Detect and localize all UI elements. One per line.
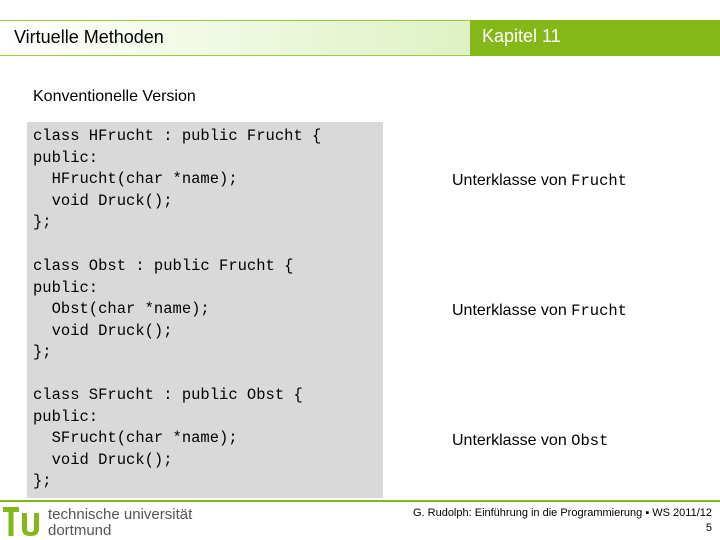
note-class-name: Frucht [571,302,627,320]
page-number: 5 [705,522,712,534]
note-hfrucht [452,172,627,190]
note-class-name: Frucht [571,172,627,190]
note-class-name: Obst [571,432,609,450]
slide-title: Virtuelle Methoden [14,27,164,47]
code-block-hfrucht: class HFrucht : public Frucht { public: HFrucht(char *name); void Druck(); }; [33,127,322,232]
note-sfrucht [452,432,608,450]
university-name [48,507,192,539]
code-block-sfrucht: class SFrucht : public Obst { public: SFrucht(char *name); void Druck(); }; [33,386,303,491]
footer-credit-block [413,506,712,536]
chapter-label: Kapitel 11 [482,26,561,46]
footer-credit: G. Rudolph: Einführung in die Programmierung ▪ WS 2011/12 [412,507,712,519]
note-text: Unterklasse von [452,432,572,449]
code-block-obst: class Obst : public Frucht { public: Obst(char *name); void Druck(); }; [33,257,294,362]
university-line1: technische universität [48,506,193,523]
university-line2: dortmund [48,522,112,539]
note-text: Unterklasse von [452,172,572,189]
tu-logo-icon [2,505,44,537]
note-obst [452,302,627,320]
note-text: Unterklasse von [452,302,572,319]
footer-divider [0,500,720,502]
section-title: Konventionelle Version [33,88,196,105]
